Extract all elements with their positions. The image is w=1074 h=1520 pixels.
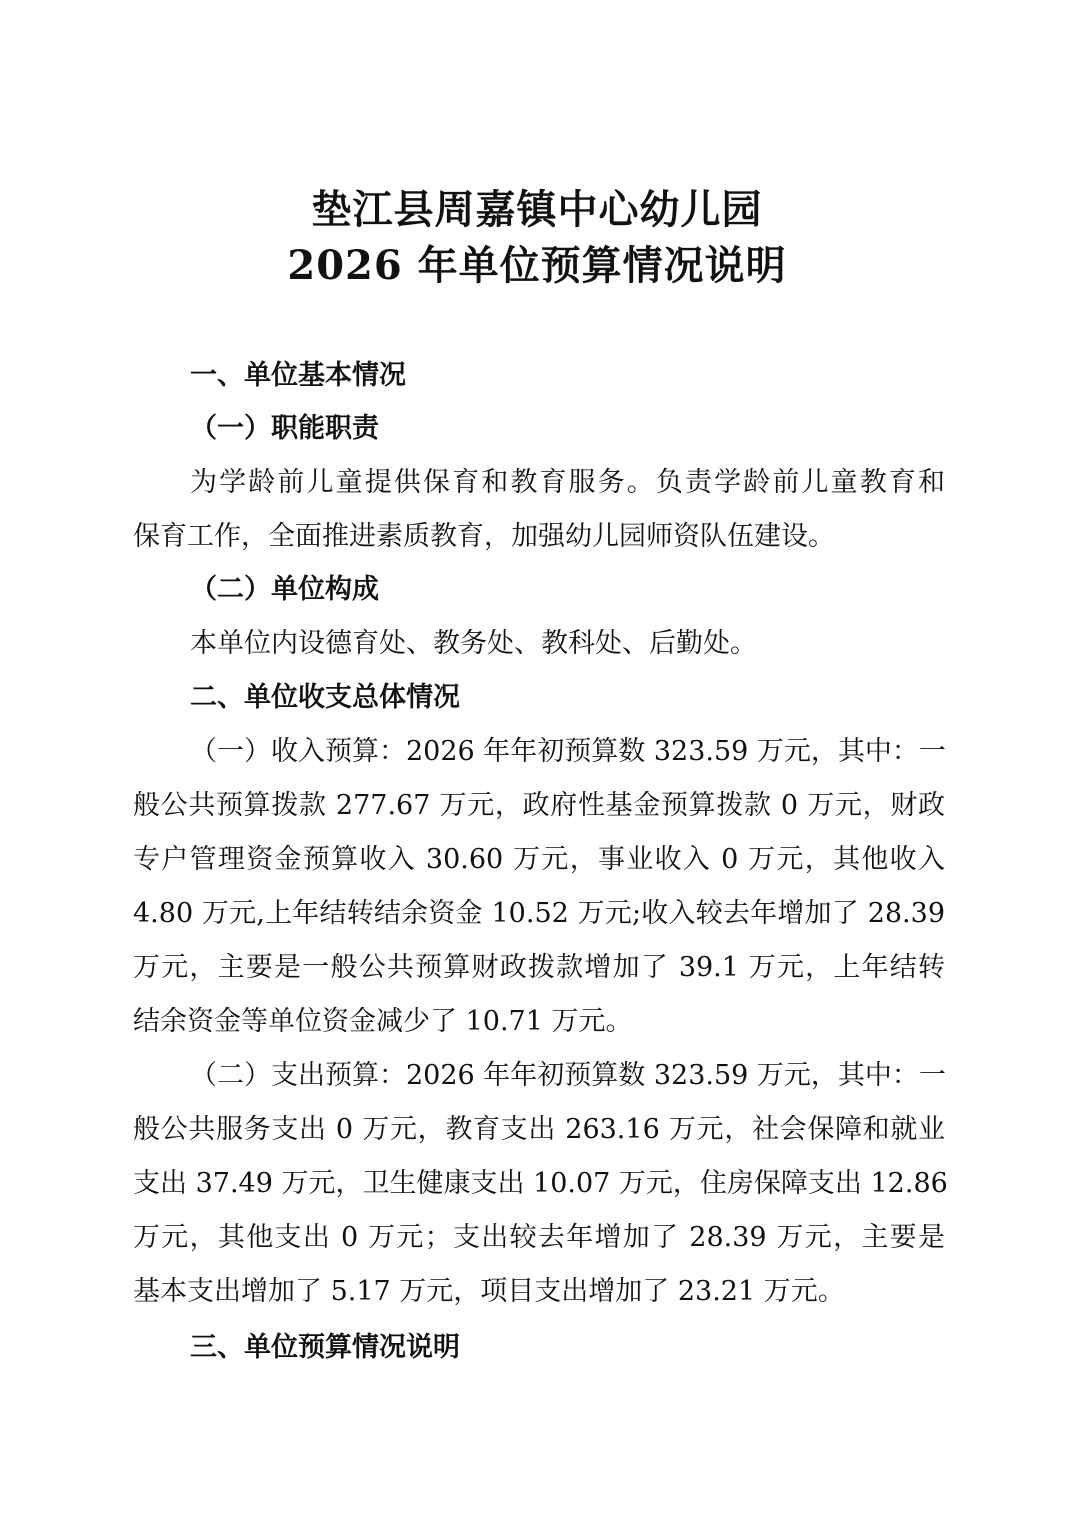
paragraph-line: 专户管理资金预算收入 30.60 万元，事业收入 0 万元，其他收入	[133, 844, 945, 875]
paragraph-line: 万元，主要是一般公共预算财政拨款增加了 39.1 万元，上年结转	[133, 952, 945, 983]
paragraph-line: 万元，其他支出 0 万元；支出较去年增加了 28.39 万元，主要是	[133, 1222, 945, 1253]
paragraph-line: 本单位内设德育处、教务处、教科处、后勤处。	[190, 628, 757, 659]
section-1-heading: 一、单位基本情况	[190, 360, 406, 391]
paragraph-line: 保育工作，全面推进素质教育，加强幼儿园师资队伍建设。	[133, 521, 835, 552]
paragraph-line: 基本支出增加了 5.17 万元，项目支出增加了 23.21 万元。	[133, 1276, 845, 1307]
document-title-line-2: 2026 年单位预算情况说明	[287, 242, 787, 289]
paragraph-line: 支出 37.49 万元，卫生健康支出 10.07 万元，住房保障支出 12.86	[133, 1168, 948, 1199]
section-3-heading: 三、单位预算情况说明	[190, 1332, 460, 1363]
paragraph-line: 般公共预算拨款 277.67 万元，政府性基金预算拨款 0 万元，财政	[133, 790, 945, 821]
section-1-2-heading: （二）单位构成	[190, 574, 379, 605]
document-title-line-1: 垫江县周嘉镇中心幼儿园	[311, 186, 763, 233]
section-2-heading: 二、单位收支总体情况	[190, 682, 460, 713]
section-1-1-heading: （一）职能职责	[190, 413, 379, 444]
paragraph-line: （一）收入预算：2026 年年初预算数 323.59 万元，其中：一	[190, 736, 946, 767]
paragraph-line: 4.80 万元,上年结转结余资金 10.52 万元;收入较去年增加了 28.39	[133, 898, 945, 929]
paragraph-line: （二）支出预算：2026 年年初预算数 323.59 万元，其中：一	[190, 1060, 946, 1091]
paragraph-line: 为学龄前儿童提供保育和教育服务。负责学龄前儿童教育和	[190, 467, 945, 498]
paragraph-line: 般公共服务支出 0 万元，教育支出 263.16 万元，社会保障和就业	[133, 1114, 945, 1145]
paragraph-line: 结余资金等单位资金减少了 10.71 万元。	[133, 1006, 633, 1037]
